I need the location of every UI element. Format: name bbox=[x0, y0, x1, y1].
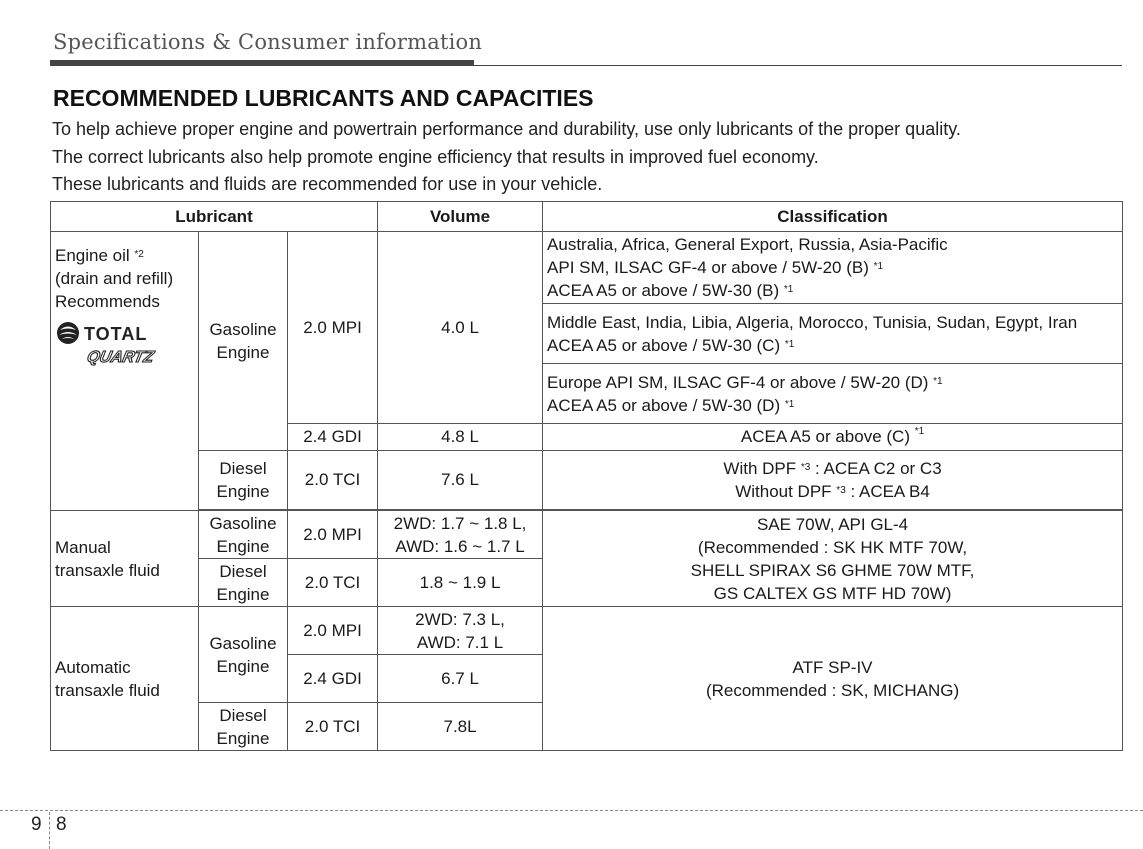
label-line: transaxle fluid bbox=[55, 680, 160, 700]
auto-diesel-type bbox=[199, 703, 288, 751]
manual-transaxle-label bbox=[51, 511, 199, 607]
table-header-row bbox=[51, 202, 1123, 232]
engine-oil-label: Engine oil bbox=[55, 246, 135, 265]
engine-oil-cell bbox=[51, 232, 199, 511]
footnote-marker: *1 bbox=[783, 284, 794, 295]
footer-divider bbox=[0, 810, 1143, 811]
engine-2-0-tci: 2.0 TCI bbox=[288, 451, 378, 510]
page-number-divider bbox=[49, 812, 50, 849]
lubricants-table bbox=[50, 201, 1123, 751]
type-line: Gasoline bbox=[209, 633, 277, 653]
logo-text-quartz: QUARTZ bbox=[85, 348, 156, 366]
class-line: SAE 70W, API GL-4 bbox=[756, 514, 909, 534]
footnote-marker: *2 bbox=[134, 249, 144, 260]
footnote-marker: *1 bbox=[784, 338, 795, 350]
section-header: Specifications & Consumer information bbox=[53, 30, 483, 54]
auto-engine-2-0-tci: 2.0 TCI bbox=[288, 703, 378, 751]
footnote-marker: *3 bbox=[836, 485, 846, 496]
manual-diesel-type bbox=[199, 559, 288, 607]
class-line: Europe API SM, ILSAC GF-4 or above / 5W-20 (D) bbox=[547, 372, 934, 392]
manual-classification bbox=[543, 511, 1123, 607]
class-line: ACEA A5 or above / 5W-30 (C) bbox=[547, 335, 785, 355]
class-line: : ACEA B4 bbox=[845, 482, 930, 501]
classification-region-1 bbox=[543, 232, 1123, 304]
intro-paragraph-3: These lubricants and fluids are recommended for use in your vehicle. bbox=[52, 174, 603, 194]
class-line: API SM, ILSAC GF-4 or above / 5W-20 (B) bbox=[547, 258, 874, 277]
class-line: ACEA A5 or above / 5W-30 (B) bbox=[547, 281, 784, 300]
classification-region-2 bbox=[543, 304, 1123, 364]
volume-7-6: 7.6 L bbox=[378, 451, 543, 510]
type-line: Engine bbox=[216, 536, 270, 556]
volume-line: AWD: 7.1 L bbox=[416, 632, 504, 652]
class-line: With DPF bbox=[723, 459, 801, 478]
manual-engine-2-0-tci: 2.0 TCI bbox=[288, 559, 378, 607]
intro-paragraph-1: To help achieve proper engine and powertrain performance and durability, use only lubricants of the proper quality. bbox=[52, 119, 961, 139]
volume-line: AWD: 1.6 ~ 1.7 L bbox=[395, 536, 525, 556]
type-line: Diesel bbox=[219, 459, 267, 478]
footnote-marker: *3 bbox=[800, 462, 811, 473]
diesel-engine-type bbox=[199, 451, 288, 510]
type-line: Diesel bbox=[219, 561, 267, 581]
engine-2-4-gdi: 2.4 GDI bbox=[288, 424, 378, 451]
classification-region-3 bbox=[543, 364, 1123, 424]
table-row bbox=[51, 451, 1123, 510]
class-line: (Recommended : SK, MICHANG) bbox=[705, 680, 960, 700]
class-line: ATF SP-IV bbox=[792, 657, 873, 677]
class-line: ACEA A5 or above / 5W-30 (D) bbox=[547, 395, 785, 415]
engine-2-0-mpi: 2.0 MPI bbox=[288, 232, 378, 424]
type-line: Gasoline bbox=[209, 320, 277, 339]
volume-4-8: 4.8 L bbox=[378, 424, 543, 451]
gasoline-engine-type bbox=[199, 232, 288, 451]
automatic-classification bbox=[543, 607, 1123, 751]
table-row bbox=[51, 511, 1123, 559]
header-lubricant: Lubricant bbox=[51, 202, 378, 232]
class-line: Without DPF bbox=[735, 482, 837, 501]
class-line: Australia, Africa, General Export, Russia, Asia-Pacific bbox=[547, 235, 948, 254]
label-line: Automatic bbox=[55, 657, 131, 677]
class-line: SHELL SPIRAX S6 GHME 70W MTF, bbox=[690, 560, 975, 580]
engine-oil-sublabel: (drain and refill) bbox=[55, 269, 174, 288]
page-title: RECOMMENDED LUBRICANTS AND CAPACITIES bbox=[53, 85, 594, 111]
footnote-marker: *1 bbox=[914, 426, 925, 437]
class-line: GS CALTEX GS MTF HD 70W) bbox=[713, 583, 952, 603]
header-classification: Classification bbox=[543, 202, 1123, 232]
auto-engine-2-4-gdi: 2.4 GDI bbox=[288, 655, 378, 703]
auto-engine-2-0-mpi: 2.0 MPI bbox=[288, 607, 378, 655]
type-line: Engine bbox=[216, 584, 270, 604]
type-line: Engine bbox=[216, 728, 270, 748]
class-line: Middle East, India, Libia, Algeria, Morocco, Tunisia, Sudan, Egypt, Iran bbox=[547, 312, 1078, 332]
intro-paragraph-2: The correct lubricants also help promote engine efficiency that results in improved fuel economy. bbox=[52, 147, 819, 167]
header-volume: Volume bbox=[378, 202, 543, 232]
type-line: Engine bbox=[216, 343, 270, 362]
type-line: Gasoline bbox=[209, 513, 277, 533]
volume-4-0: 4.0 L bbox=[378, 232, 543, 424]
label-line: Manual bbox=[55, 537, 111, 557]
manual-volume-diesel: 1.8 ~ 1.9 L bbox=[378, 559, 543, 607]
footnote-marker: *1 bbox=[873, 261, 884, 272]
page-number: 8 bbox=[56, 814, 67, 835]
header-rule bbox=[50, 65, 1122, 66]
class-line: (Recommended : SK HK MTF 70W, bbox=[697, 537, 968, 557]
auto-gasoline-type bbox=[199, 607, 288, 703]
classification-diesel bbox=[543, 451, 1123, 510]
automatic-transaxle-label bbox=[51, 607, 199, 751]
auto-volume-mpi bbox=[378, 607, 543, 655]
table-row bbox=[51, 232, 1123, 304]
manual-engine-2-0-mpi: 2.0 MPI bbox=[288, 511, 378, 559]
label-line: transaxle fluid bbox=[55, 560, 160, 580]
class-line: : ACEA C2 or C3 bbox=[810, 459, 942, 478]
engine-oil-recommends: Recommends bbox=[55, 292, 160, 311]
class-line: ACEA A5 or above (C) bbox=[740, 427, 915, 446]
page-number-chapter: 9 bbox=[31, 814, 42, 835]
logo-text-total: TOTAL bbox=[84, 324, 148, 344]
type-line: Engine bbox=[216, 482, 270, 501]
type-line: Engine bbox=[216, 656, 270, 676]
classification-gdi bbox=[543, 424, 1123, 451]
auto-volume-diesel: 7.8L bbox=[378, 703, 543, 751]
table-row bbox=[51, 607, 1123, 655]
auto-volume-gdi: 6.7 L bbox=[378, 655, 543, 703]
volume-line: 2WD: 1.7 ~ 1.8 L, bbox=[393, 513, 527, 533]
manual-gasoline-type bbox=[199, 511, 288, 559]
footnote-marker: *1 bbox=[784, 398, 795, 410]
manual-volume-gasoline bbox=[378, 511, 543, 559]
type-line: Diesel bbox=[219, 705, 267, 725]
volume-line: 2WD: 7.3 L, bbox=[415, 609, 505, 629]
footnote-marker: *1 bbox=[933, 375, 943, 387]
total-quartz-logo bbox=[56, 321, 174, 367]
